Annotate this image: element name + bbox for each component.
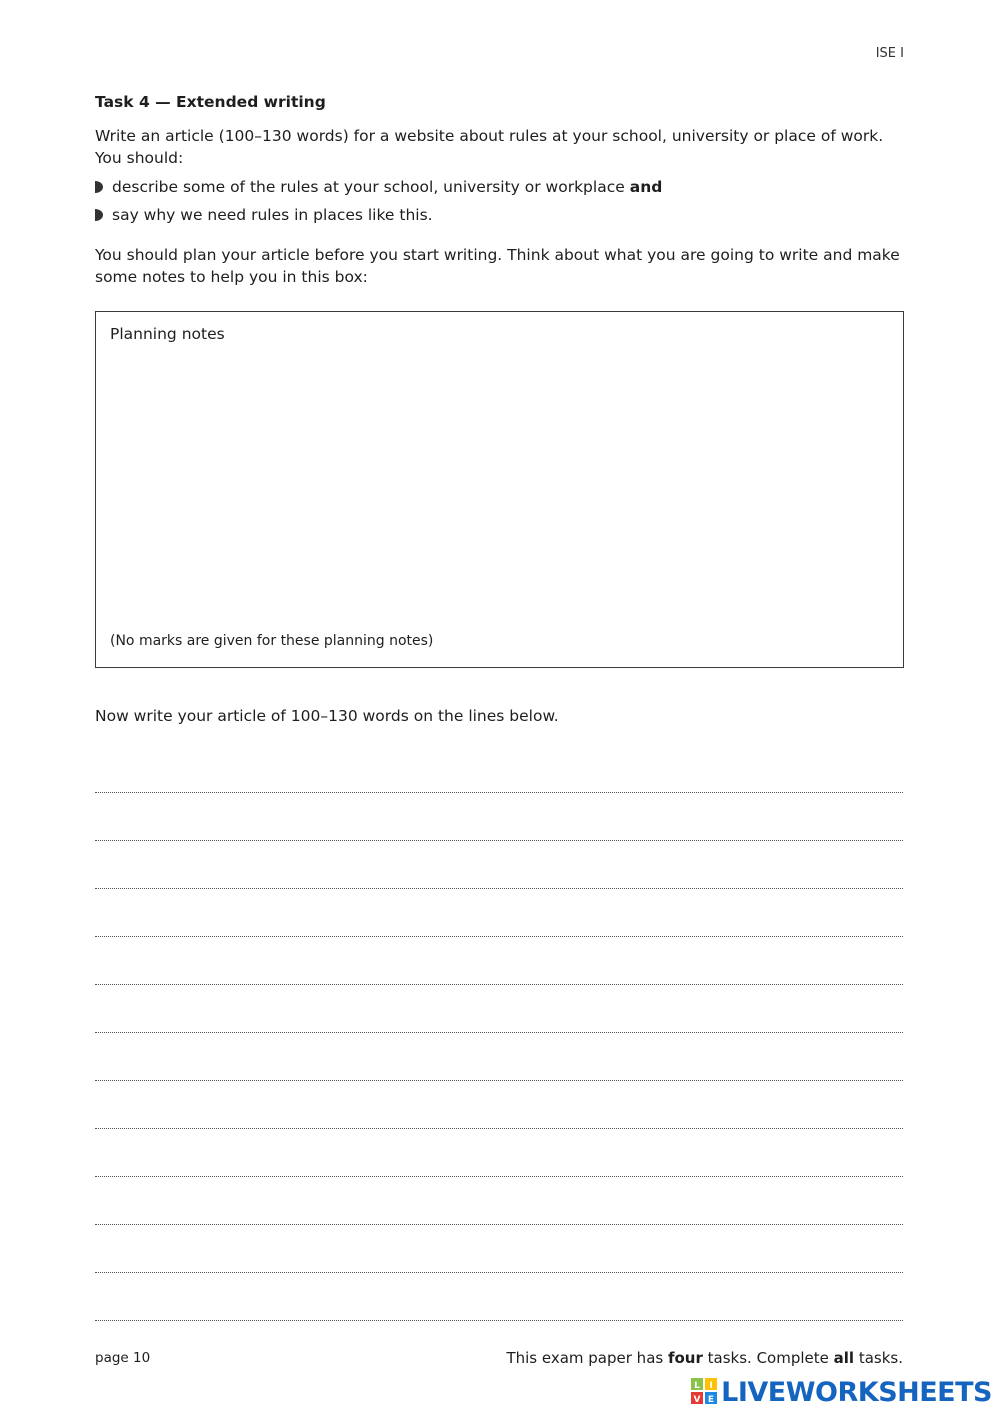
- writing-line[interactable]: [95, 792, 903, 793]
- bullet-marker-icon: [95, 181, 103, 193]
- footer-note-emphasis: all: [833, 1349, 855, 1367]
- writing-line[interactable]: [95, 840, 903, 841]
- exam-level: ISE I: [875, 46, 904, 61]
- planning-notes-box[interactable]: [95, 311, 904, 668]
- planning-notes-label: Planning notes: [110, 325, 225, 343]
- liveworksheets-wordmark: LIVEWORKSHEETS: [721, 1377, 992, 1408]
- svg-text:V: V: [693, 1394, 701, 1404]
- page-number: page 10: [95, 1350, 151, 1366]
- writing-line[interactable]: [95, 936, 903, 937]
- writing-line[interactable]: [95, 1320, 903, 1321]
- footer-note-text: tasks.: [854, 1349, 903, 1367]
- bullet-marker-icon: [95, 209, 103, 221]
- writing-instruction: Now write your article of 100–130 words on the lines below.: [95, 707, 559, 725]
- bullet-text: say why we need rules in places like this.: [112, 206, 433, 224]
- writing-lines[interactable]: [95, 792, 903, 1368]
- writing-line[interactable]: [95, 1128, 903, 1129]
- bullet-text: describe some of the rules at your school, university or workplace: [112, 178, 625, 196]
- writing-line[interactable]: [95, 984, 903, 985]
- bullet-emphasis: and: [629, 178, 663, 196]
- task-intro: Write an article (100–130 words) for a website about rules at your school, university or place of work. You should:: [95, 127, 884, 167]
- footer-note: [506, 1349, 903, 1367]
- footer-note-text: tasks. Complete: [702, 1349, 834, 1367]
- footer-note-emphasis: four: [667, 1349, 703, 1367]
- svg-text:L: L: [694, 1380, 701, 1391]
- writing-line[interactable]: [95, 1080, 903, 1081]
- writing-line[interactable]: [95, 1032, 903, 1033]
- writing-line[interactable]: [95, 1224, 903, 1225]
- bullet-item: [95, 178, 662, 196]
- planning-notes-disclaimer: (No marks are given for these planning notes): [110, 633, 434, 649]
- bullet-item: [95, 206, 433, 224]
- planning-instruction: You should plan your article before you start writing. Think about what you are going to write and make some notes to help you in this box:: [95, 246, 900, 286]
- writing-line[interactable]: [95, 1272, 903, 1273]
- writing-line[interactable]: [95, 1176, 903, 1177]
- task-title: Task 4 — Extended writing: [95, 93, 326, 111]
- svg-text:I: I: [709, 1380, 713, 1391]
- writing-line[interactable]: [95, 888, 903, 889]
- footer-note-text: This exam paper has: [506, 1349, 668, 1367]
- liveworksheets-logo-icon: [691, 1378, 717, 1408]
- svg-text:E: E: [708, 1394, 715, 1404]
- liveworksheets-watermark: [691, 1377, 992, 1408]
